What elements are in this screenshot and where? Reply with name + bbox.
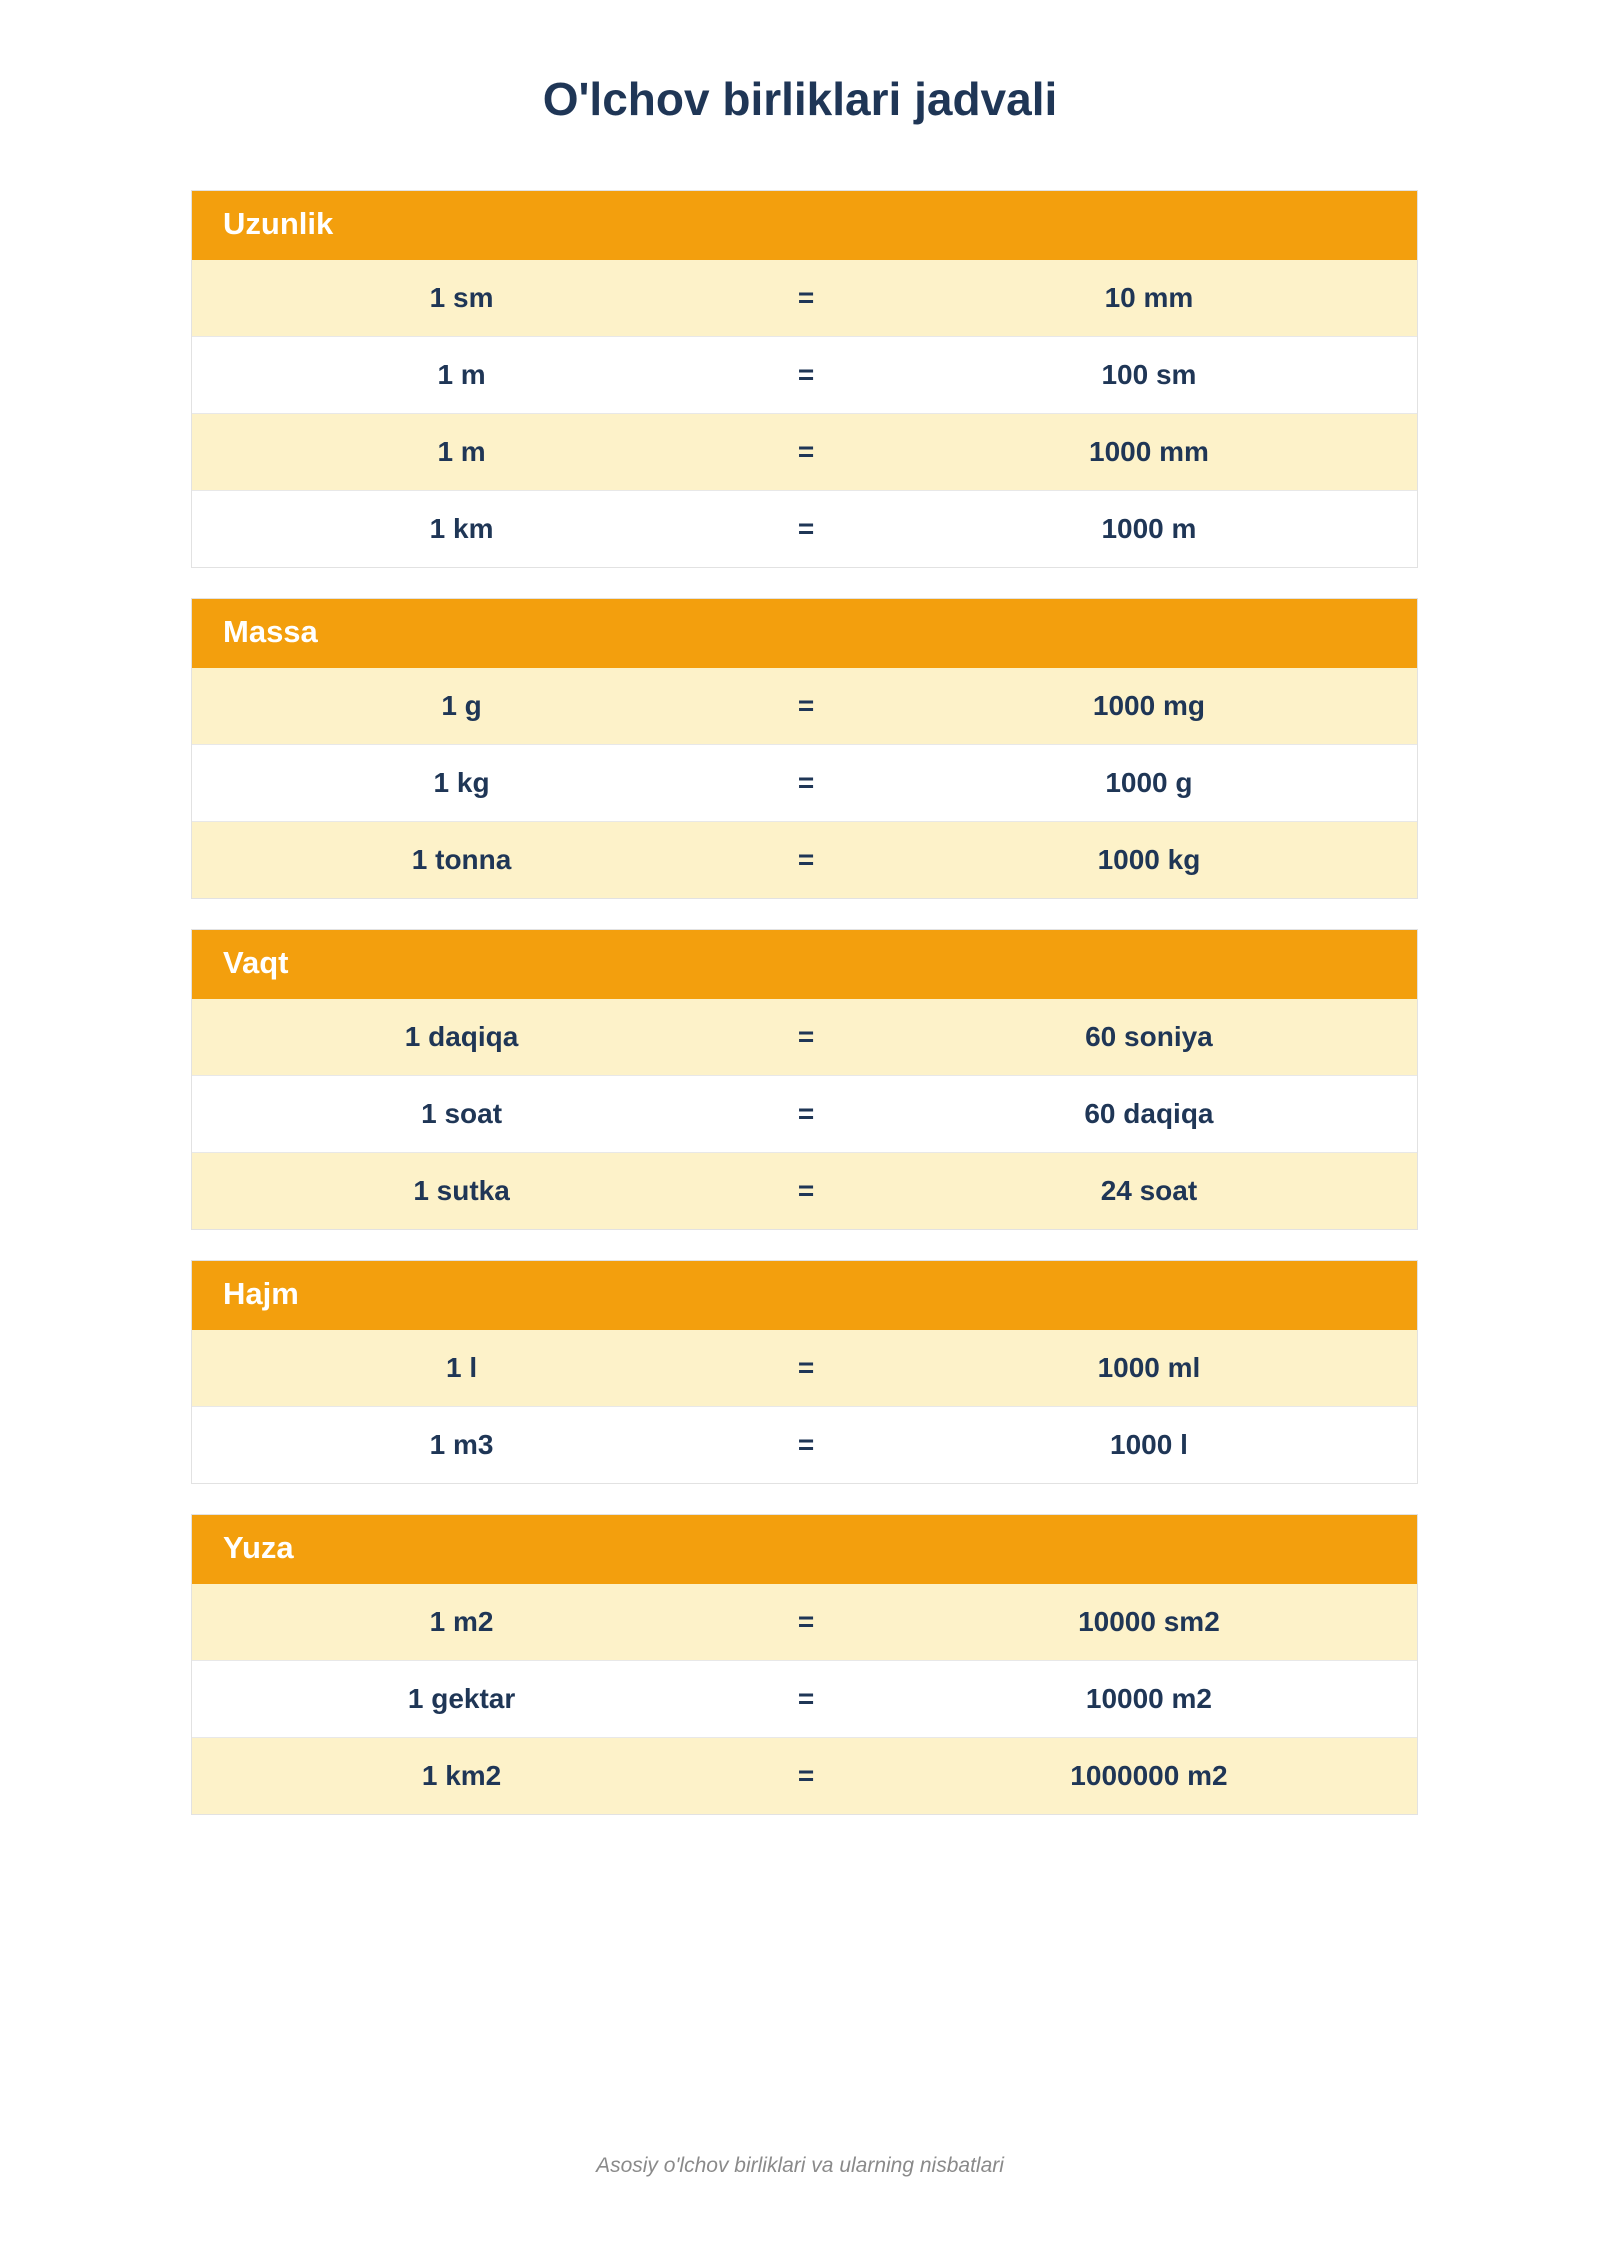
table-row [192,999,1417,1075]
equals-sign: = [797,1683,815,1714]
unit-left: 1 sutka [413,1175,510,1206]
section-rows [192,1584,1417,1814]
section-rows [192,668,1417,898]
table-row [192,260,1417,336]
unit-left: 1 m [437,436,486,467]
equals-sign: = [797,513,815,544]
unit-right: 100 sm [1101,359,1197,390]
unit-tables [191,190,1418,1845]
unit-left: 1 kg [433,767,490,798]
unit-right: 10000 sm2 [1078,1606,1220,1637]
section-header: Uzunlik [192,191,1417,260]
unit-right: 1000000 m2 [1070,1760,1228,1791]
section-massa [191,598,1418,899]
equals-sign: = [797,436,815,467]
equals-sign: = [797,1429,815,1460]
unit-left: 1 km2 [421,1760,502,1791]
table-row [192,744,1417,821]
unit-right: 1000 mg [1092,690,1205,721]
table-row [192,668,1417,744]
unit-left: 1 m [437,359,486,390]
section-vaqt [191,929,1418,1230]
unit-right: 24 soat [1100,1175,1198,1206]
unit-left: 1 km [429,513,494,544]
equals-sign: = [797,1606,815,1637]
unit-left: 1 daqiqa [404,1021,519,1052]
section-uzunlik [191,190,1418,568]
unit-right: 1000 mm [1089,436,1209,467]
section-header: Massa [192,599,1417,668]
footer-note: Asosiy o'lchov birliklari va ularning nisbatlari [596,2154,1004,2177]
equals-sign: = [797,1352,815,1383]
unit-left: 1 gektar [407,1683,516,1714]
table-row [192,1152,1417,1229]
unit-left: 1 l [445,1352,478,1383]
unit-right: 10000 m2 [1085,1683,1212,1714]
table-row [192,1660,1417,1737]
equals-sign: = [797,1021,815,1052]
section-hajm [191,1260,1418,1484]
table-row [192,1406,1417,1483]
table-row [192,821,1417,898]
unit-left: 1 sm [429,282,494,313]
section-header: Yuza [192,1515,1417,1584]
unit-right: 60 daqiqa [1084,1098,1214,1129]
unit-right: 1000 ml [1097,1352,1201,1383]
table-row [192,1737,1417,1814]
equals-sign: = [797,844,815,875]
unit-right: 1000 l [1110,1429,1188,1460]
unit-right: 1000 g [1105,767,1193,798]
section-yuza [191,1514,1418,1815]
table-row [192,336,1417,413]
equals-sign: = [797,282,815,313]
equals-sign: = [797,767,815,798]
section-rows [192,999,1417,1229]
unit-left: 1 m3 [429,1429,494,1460]
unit-right: 60 soniya [1085,1021,1213,1052]
section-header: Hajm [192,1261,1417,1330]
page-title: O'lchov birliklari jadvali [542,73,1058,125]
equals-sign: = [797,1175,815,1206]
section-rows [192,260,1417,567]
table-row [192,490,1417,567]
unit-right: 10 mm [1104,282,1194,313]
table-row [192,1330,1417,1406]
unit-right: 1000 kg [1097,844,1201,875]
unit-right: 1000 m [1101,513,1197,544]
section-header: Vaqt [192,930,1417,999]
table-row [192,1584,1417,1660]
equals-sign: = [797,359,815,390]
equals-sign: = [797,1098,815,1129]
unit-left: 1 soat [421,1098,503,1129]
unit-left: 1 m2 [429,1606,494,1637]
unit-left: 1 g [441,690,482,721]
table-row [192,1075,1417,1152]
unit-left: 1 tonna [411,844,512,875]
equals-sign: = [797,1760,815,1791]
section-rows [192,1330,1417,1483]
table-row [192,413,1417,490]
equals-sign: = [797,690,815,721]
